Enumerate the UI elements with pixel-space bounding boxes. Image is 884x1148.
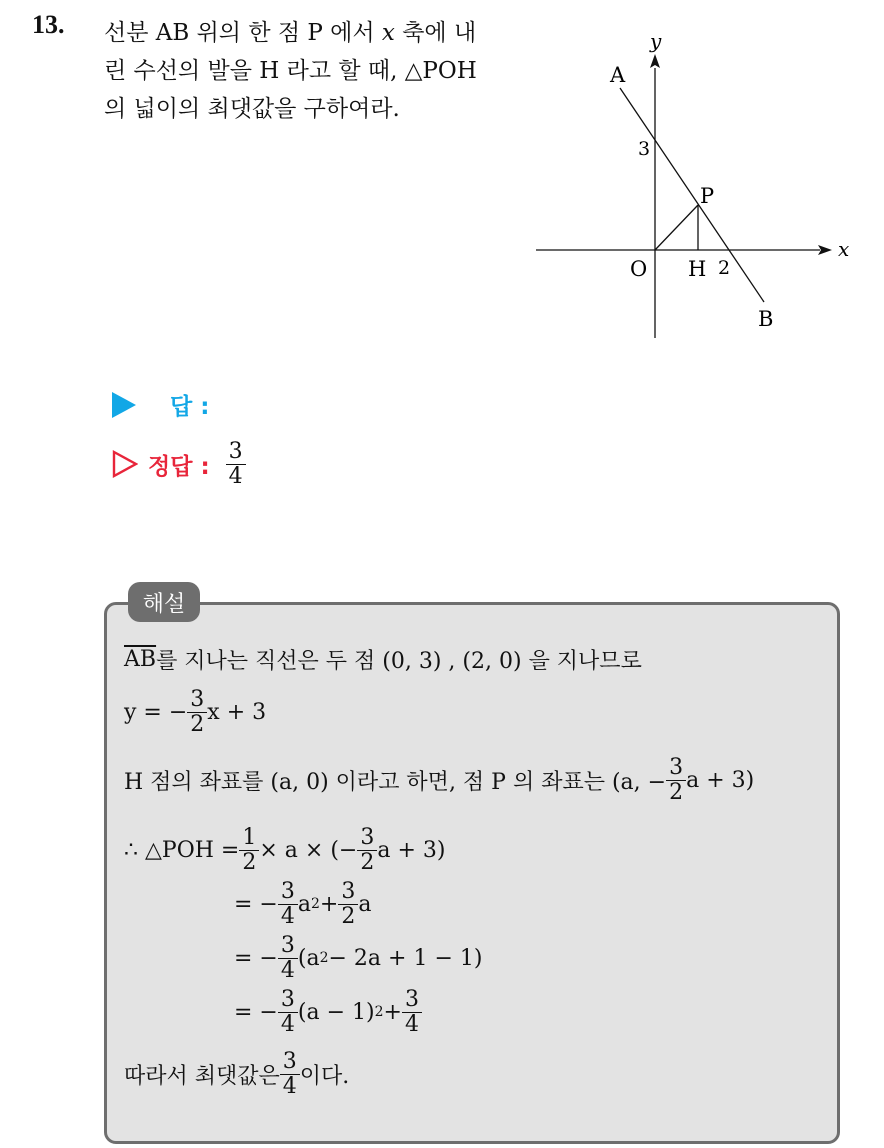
question-line-1: 선분 AB 위의 한 점 P 에서 x 축에 내: [104, 20, 477, 46]
solution-line-3: H 점의 좌표를 (a, 0) 이라고 하면, 점 P 의 좌표는 (a, − $\frac{3}{2}$ a + 3): [124, 755, 755, 805]
solution-line-4: ∴ △POH = $\frac{1}{2}$ × a × (− $\frac{3}{2}$ a + 3): [124, 825, 446, 875]
coordinate-figure: [520, 20, 860, 350]
label-y-intercept: 3: [638, 138, 651, 160]
question-line-3: 의 넓이의 최댓값을 구하여라.: [104, 96, 400, 122]
outline-triangle-icon: [112, 450, 138, 478]
correct-answer-label: 정답 :: [148, 453, 210, 480]
solution-line-7: = − $\frac{3}{4}$ (a − 1) 2 + $\frac{3}{4}$: [234, 988, 422, 1037]
label-h: H: [688, 257, 707, 281]
solution-line-8: 따라서 최댓값은 $\frac{3}{4}$ 이다.: [124, 1049, 350, 1099]
question-number: 13.: [32, 10, 65, 39]
x-axis-arrow-icon: [818, 245, 832, 255]
label-x-intercept: 2: [718, 257, 731, 279]
label-p: P: [700, 184, 715, 208]
answer-row: [112, 388, 209, 421]
solution-line-5: = − $\frac{3}{4}$ a 2 + $\frac{3}{2}$ a: [234, 879, 372, 929]
segment-op: [655, 205, 698, 250]
y-axis-arrow-icon: [650, 54, 660, 68]
correct-answer-row: [112, 440, 246, 489]
answer-label: 답 :: [170, 394, 210, 420]
label-a: A: [610, 63, 626, 87]
correct-answer-value: $\frac{3}{4}$: [226, 440, 246, 489]
label-b: B: [758, 307, 774, 331]
solution-line-1: $\overline{AB}$ 를 지나는 직선은 두 점 (0, 3) , (2, 0) 을 지나므로: [124, 647, 642, 674]
solution-line-6: = − $\frac{3}{4}$ (a 2 − 2a + 1 − 1): [234, 933, 483, 983]
solution-line-2: y = − $\frac{3}{2}$ x + 3: [124, 687, 267, 737]
label-y-axis: y: [650, 29, 662, 53]
label-o: O: [630, 257, 648, 281]
question-line-2: 린 수선의 발을 H 라고 할 때, △POH: [104, 58, 477, 84]
filled-triangle-icon: [112, 392, 136, 418]
label-x-axis: x: [838, 237, 850, 261]
solution-tab: 해설: [128, 582, 200, 622]
